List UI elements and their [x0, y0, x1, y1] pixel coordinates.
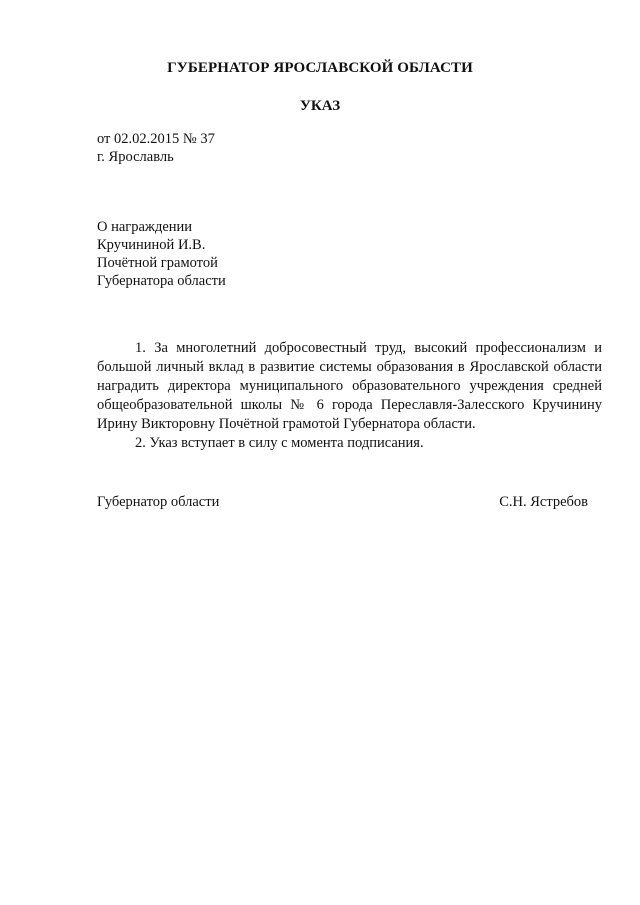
subject-line: Почётной грамотой — [97, 255, 218, 271]
place: г. Ярославль — [97, 149, 174, 165]
signatory-title: Губернатор области — [97, 494, 220, 510]
subject-line: Кручининой И.В. — [97, 237, 206, 253]
document-type-heading: УКАЗ — [299, 98, 341, 114]
date-number: от 02.02.2015 № 37 — [97, 131, 215, 147]
document-meta — [97, 130, 215, 166]
signatory-name: С.Н. Ястребов — [499, 494, 588, 510]
body-paragraph: 1. За многолетний добросовестный труд, высокий профессионализм и большой личный вклад в развитие системы образования в Ярославской области наградить директора муниципального образовательного учреждения средней общеобразовательной школы № 6 города Переславля-Залесского Кручинину Ирину Викторовну Почётной грамотой Губернатора области. — [97, 340, 602, 432]
body-paragraph: 2. Указ вступает в силу с момента подписания. — [135, 435, 424, 451]
document-subject — [97, 218, 226, 290]
issuing-authority-heading: ГУБЕРНАТОР ЯРОСЛАВСКОЙ ОБЛАСТИ — [167, 60, 473, 76]
subject-line: О награждении — [97, 219, 193, 235]
document-body — [97, 339, 602, 453]
subject-line: Губернатора области — [97, 273, 226, 289]
